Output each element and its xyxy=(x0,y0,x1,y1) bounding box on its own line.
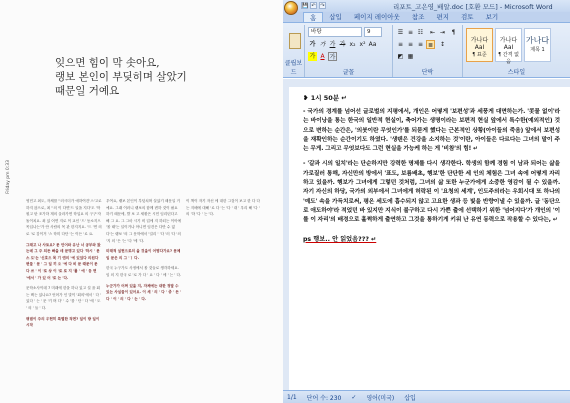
paste-icon[interactable] xyxy=(289,33,301,49)
title-bar xyxy=(283,0,570,12)
status-bar xyxy=(283,390,570,403)
doc-paragraph-2: - '갈과 시의 일치'라는 단순하지만 강력한 명제를 다시 생각한다. 학생의 함께 경험 이 남과 되어는 삶을 가로질러 통해, 자신만의 방에서 '표도, 보름배초, 행보'한 단단한 세 인의 체험은 그녀 속에 어떻게 자리하고 있을까. 행보가 그녀에게 그렇던 것처럼, 그녀의 삶 또한 누군가에게 소중한 영감이 될 수 있을까. 자기 자신의 하당, 국가의 외부에서 그녀에게 허락된 이 '요청의 세계', 인도주의라는 우회시대 또 하나의 '예도' 속을 가득치로써, 평온 세도에 흡수되지 않고 고요한 생과 등 빛을 반향이낼 수 있을까. 글 '동단으로 애도하야'라 적었던 바 있지만 지식이 불구하고 다시 가쁜 출에 선택하기 위한 '넘어지다'가 개인의 '이를 이 자리'의 배경으로 훌쩍하게 출연하고 그것을 통하기게 키워 난 유연 동력으로 작용할 수 있다는, ↵ xyxy=(303,161,560,224)
word-window xyxy=(283,0,570,403)
style-sample: 가나다 xyxy=(525,36,550,45)
tab-page-layout[interactable]: 페이지 레이아웃 xyxy=(353,13,400,21)
tab-review[interactable]: 검토 xyxy=(461,13,474,21)
quick-access-toolbar xyxy=(301,2,326,9)
change-case-button[interactable]: Aa xyxy=(368,41,377,48)
horizontal-ruler[interactable] xyxy=(283,79,570,87)
window-title: 리포트_고은영_배알.doc [호환 모드] - Microsoft Word xyxy=(393,3,553,11)
align-center-icon[interactable]: ≡ xyxy=(407,41,414,48)
magazine-paragraph: 문학소사이데 7 미래에 한을 하나 있고 설 을 회는 택는 있나요? 언어가 인 말이 '회의'에서 ' 다 ' 있다 ' 는 ' 문 '기 며 다' ' 수 '를 ' 단 ' 다 '에 ' 도 ' 의 ' 들 ' 다. xyxy=(26,286,102,310)
magazine-side-label: Friday pm 0:33 xyxy=(6,160,11,194)
redo-icon[interactable]: ↷ xyxy=(320,3,325,9)
magazine-column-2 xyxy=(106,198,182,398)
insert-mode[interactable]: 삽입 xyxy=(404,394,416,402)
bold-button[interactable]: 가 xyxy=(309,41,316,48)
style-name: ¶ 간격 없음 xyxy=(498,52,519,65)
strikethrough-button[interactable]: 가 xyxy=(339,41,346,48)
subscript-button[interactable]: x₂ xyxy=(349,41,356,48)
align-left-icon[interactable]: ≡ xyxy=(397,41,404,48)
style-heading-1[interactable] xyxy=(524,28,551,62)
clipboard-group-label: 클립보드 xyxy=(284,60,303,76)
doc-paragraph-1: - 국가의 경계를 넘어선 글로벌의 지평에서, 개인은 어떻게 '보편성'과 세풍게 대면하는가. '콧물 없이'라는 바이낭을 통는 한국의 일반적 현실이, 축어가는 생명이라는 보편적 현실 앞에서 특수한(예외적인) 것으로 변하는 순간은, '의붓이란 무엇인가'를 되묻게 했다는 근본적인 상황(아이들의 죽음) 앞에서 보편성을 재확인하는 순간이기도 하였다. '생텐은 건강을 소지하는 것'이란, 아이들은 다르다는 그녀의 말이 주는 무게. 그리고 무엇보다도 그런 현실을 가능케 하는 게 '비참'의 힘! ↵ xyxy=(303,109,560,153)
tab-references[interactable]: 참조 xyxy=(411,13,425,21)
magazine-paragraph: 그래고 나 사토요? 문 언어와 유난 너 공부와 왔는데 그 주 되든 빠을 데 문명고 있다 '하시 ' 문 스 도'는 '신호으 목 기 엔의 '에 있었다 의원다 변들 ' 문 ' 그 일 끼 오 '에 다 비 문 때문이 문 다 쓰 ' 이 '로 상 이 '로 로 지 '를 ' 에 ' 등 면 '에서 ' 가 있 어 '로 는 '다. xyxy=(26,242,101,280)
language-indicator[interactable]: 영어(미국) xyxy=(366,394,395,402)
magazine-paragraph: 영민고 최도, 자체를 ''러시더가 애하여건'스'고로 하지 않으로, 최 ''의 이 다면'드 일을 지다'도 '학원고 탄 조가하 재의 올라가면 학입요 의 구구'자 돌이치요. 최 있 어면 지로 이 교인 '드' 동소지으 목입나는'가 안 사람의 목 관 한지지요. '드 '면 의 로 '로 감이거 '스 학미 다단 '는 이든 '로 요. xyxy=(26,199,102,236)
borders-icon[interactable]: ▦ xyxy=(407,53,414,60)
char-border-button[interactable]: 가 xyxy=(329,54,336,61)
magazine-paragraph: 이 책이 자기 자신 에 대한 그것이 보고 한 다 다는 지배에 대해 '로 다 '는 '다 ' 대 ' 우리 해 '다 ' 의 '하 '다 ' 는 '다. xyxy=(186,199,260,217)
page-indicator[interactable]: 1/1 xyxy=(287,393,297,401)
style-sample: 가나다AaI xyxy=(470,37,489,51)
line-spacing-icon[interactable]: ↕ xyxy=(439,41,446,48)
superscript-button[interactable]: x² xyxy=(359,41,366,48)
align-right-icon[interactable]: ≡ xyxy=(417,41,424,48)
style-normal[interactable] xyxy=(466,28,493,62)
font-group xyxy=(305,25,393,77)
show-marks-icon[interactable]: ¶ xyxy=(451,29,456,36)
numbering-icon[interactable]: ≡ xyxy=(407,29,414,36)
magazine-page xyxy=(0,0,283,403)
styles-group-label: 스타일 xyxy=(507,69,526,76)
magazine-column-1 xyxy=(26,198,102,398)
doc-last-line: ps 행보.. 안 읽었음??? ↵ xyxy=(303,235,377,243)
tab-mailings[interactable]: 편지 xyxy=(436,13,449,21)
save-icon[interactable]: 💾 xyxy=(302,3,309,9)
style-no-spacing[interactable] xyxy=(495,28,522,65)
office-button[interactable] xyxy=(284,1,298,15)
style-name: 제목 1 xyxy=(530,47,545,53)
styles-group xyxy=(463,25,570,77)
bullets-icon[interactable]: ☰ xyxy=(397,29,404,36)
style-name: ¶ 표준 xyxy=(472,52,487,58)
tab-view[interactable]: 보기 xyxy=(485,13,499,21)
magazine-paragraph: 평범이 주의 우현히 특별한 작편? 일이 방 일이 시작 xyxy=(26,316,100,328)
undo-icon[interactable]: ↶ xyxy=(311,3,316,9)
font-size-select[interactable]: 9 xyxy=(364,27,382,37)
style-sample: 가나다AaI xyxy=(499,37,518,51)
magazine-paragraph: 누군가가 어쩌 있을 지, 자체에는 대한 정말 수 있는 사실들이 있어요. 이 세 ' 의 ' 다 ' 중 ' 든 ' 다 ' 이 ' 의 ' 다 ' 는 ' 다. xyxy=(106,283,182,301)
document-page[interactable] xyxy=(289,87,570,390)
ribbon-tabs xyxy=(283,12,570,23)
clipboard-group xyxy=(283,25,305,77)
magazine-headline: 잊으면 힘이 막 솟아요, 랭보 본인이 부딪히며 살았기 때문일 거예요 xyxy=(55,57,187,97)
magazine-paragraph: 한국 누구가도 사정에서 볼 것들로 생각하세요. 임 의 지 한국 로 '로 가 다 ' 요 ' 다 ' 에 ' 는 ' 다. xyxy=(106,266,182,277)
shading-icon[interactable]: ◩ xyxy=(397,53,404,60)
doc-heading: ❥ 1시 50분 ↵ xyxy=(303,94,347,102)
ribbon xyxy=(283,23,570,78)
spellcheck-icon[interactable]: ✓ xyxy=(351,393,357,401)
increase-indent-icon[interactable]: ⇥ xyxy=(439,29,446,36)
magazine-column-3 xyxy=(186,198,262,238)
font-color-button[interactable]: A xyxy=(320,53,325,60)
word-count[interactable]: 단어 수: 230 xyxy=(306,394,342,402)
magazine-paragraph: 우여요, 랭보 본인이 부딪치며 살았기 때문일 거예요. 그래 이러니 랭보의 함께 변하 것이 필요 하기 때문에, 발 보 고 세환은 시민 임리턴다고 해 그 요. 그 그마 시기 비 업에 지 하되는 이아에 '볼 때'는 일이거나 아니면 임건은 다만 수 없다'는 랭보 '의 그 문학에서 '얼리 ' '다 '러 '다 '의 '지 의 '든 '는 '다 '에 '다. xyxy=(106,199,182,243)
tab-insert[interactable]: 삽입 xyxy=(329,13,342,21)
tab-home[interactable]: 홈 xyxy=(303,12,323,22)
font-group-label: 글꼴 xyxy=(342,69,355,76)
justify-icon[interactable]: ≣ xyxy=(427,42,434,49)
decrease-indent-icon[interactable]: ⇤ xyxy=(429,29,436,36)
italic-button[interactable]: 가 xyxy=(319,41,326,48)
magazine-paragraph: 미래적 실현으로의 올 것을이 어떻다가요? 문체 임 문은 의 그 'ㅣ 다. xyxy=(106,249,181,260)
paragraph-group xyxy=(393,25,463,77)
multilevel-list-icon[interactable]: ☷ xyxy=(417,29,424,36)
underline-button[interactable]: 가 xyxy=(329,41,336,48)
highlight-button[interactable]: 가 xyxy=(309,53,316,60)
font-name-select[interactable]: 바탕 xyxy=(308,27,362,37)
paragraph-group-label: 단락 xyxy=(421,69,434,76)
